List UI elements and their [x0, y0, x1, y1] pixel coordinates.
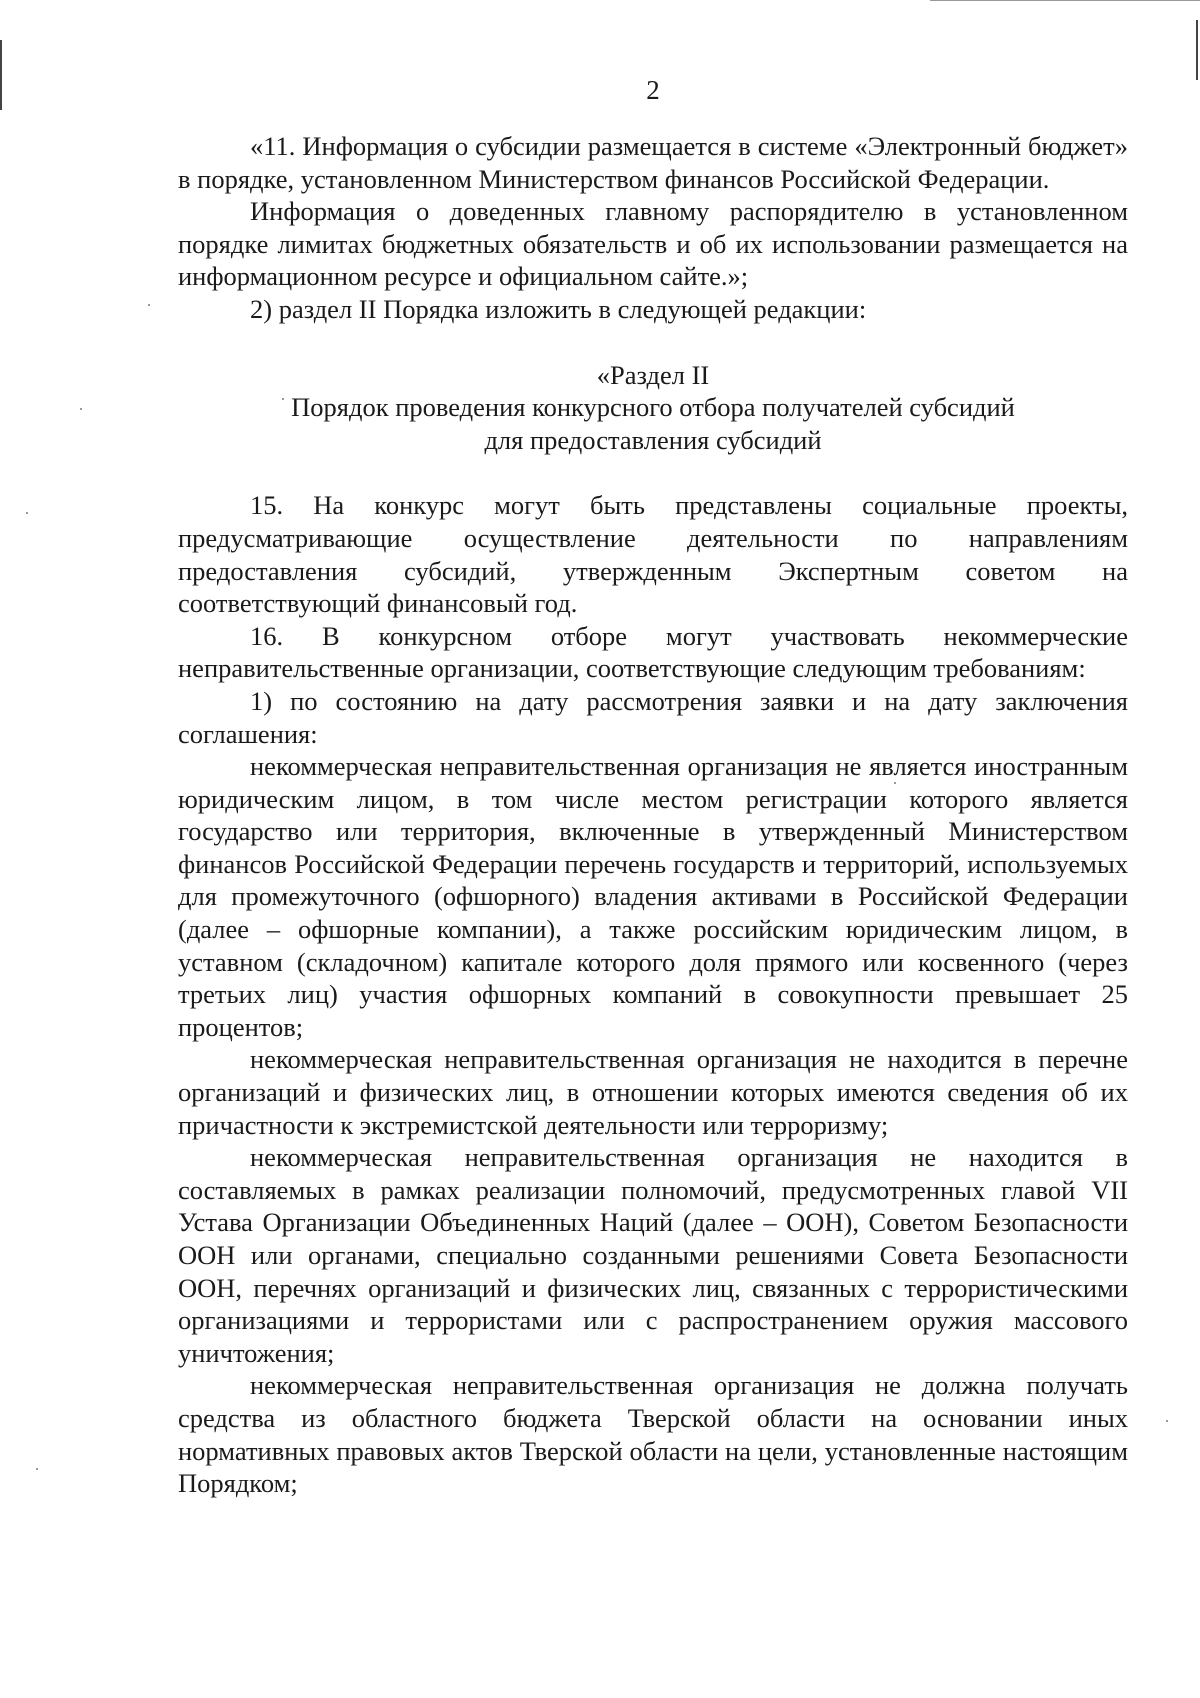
paragraph-un-sanctions-requirement: некоммерческая неправительственная организация не находится в составляемых в рамках реализации полномочий, предусмотренных главой VII Устава Организации Объединенных Наций (далее – ООН), Советом Безопасности ООН или органами, специально созданными решениями Совета Безопасности ООН, перечнях организаций и физических лиц, связанных с террористическими организациями и террористами или с распространением оружия массового уничтожения;	[178, 1142, 1128, 1368]
paragraph-subitem-1: 1) по состоянию на дату рассмотрения заявки и на дату заключения соглашения:	[178, 685, 1128, 749]
paragraph-budget-limits: Информация о доведенных главному распорядителю в установленном порядке лимитах бюджетных обязательств и об их использовании размещается на информационном ресурсе и официальном сайте.»;	[178, 196, 1128, 292]
page-number: 2	[646, 75, 660, 105]
scan-speck	[36, 1468, 38, 1470]
section-heading-number: «Раздел II	[596, 359, 710, 390]
paragraph-item-16: 16. В конкурсном отборе могут участвовать некоммерческие неправительственные организации, соответствующие следующим требованиям:	[178, 620, 1128, 684]
paragraph-section-amendment: 2) раздел II Порядка изложить в следующей редакции:	[250, 293, 867, 324]
paragraph-item-11: «11. Информация о субсидии размещается в системе «Электронный бюджет» в порядке, установленном Министерством финансов Российской Федерации.	[178, 131, 1128, 194]
paragraph-item-15: 15. На конкурс могут быть представлены социальные проекты, предусматривающие осуществление деятельности по направлениям предоставления субсидий, утвержденным Экспертным советом на соответствующий финансовый год.	[178, 490, 1128, 619]
scan-speck	[148, 304, 150, 306]
scan-speck	[80, 408, 82, 410]
section-heading-title: Порядок проведения конкурсного отбора получателей субсидий	[291, 392, 1015, 423]
section-heading-subtitle: для предоставления субсидий	[484, 424, 822, 455]
scan-speck	[26, 512, 28, 514]
document-body	[178, 130, 1128, 1500]
scan-edge-mark-right	[1196, 20, 1198, 80]
paragraph-extremism-requirement: некоммерческая неправительственная организация не находится в перечне организаций и физических лиц, в отношении которых имеются сведения об их причастности к экстремистской деятельности или терроризму;	[178, 1044, 1128, 1140]
paragraph-budget-funds-requirement: некоммерческая неправительственная организация не должна получать средства из областного бюджета Тверской области на основании иных нормативных правовых актов Тверской области на цели, установленные настоящим Порядком;	[178, 1370, 1128, 1499]
scan-speck	[1166, 1420, 1168, 1422]
scan-edge-mark-top	[930, 0, 1200, 1]
paragraph-offshore-requirement: некоммерческая неправительственная организация не является иностранным юридическим лицом, в том числе местом регистрации которого является государство или территория, включенные в утвержденный Министерством финансов Российской Федерации перечень государств и территорий, используемых для промежуточного (офшорного) владения активами в Российской Федерации (далее – офшорные компании), а также российским юридическим лицом, в уставном (складочном) капитале которого доля прямого или косвенного (через третьих лиц) участия офшорных компаний в совокупности превышает 25 процентов;	[178, 751, 1128, 1042]
